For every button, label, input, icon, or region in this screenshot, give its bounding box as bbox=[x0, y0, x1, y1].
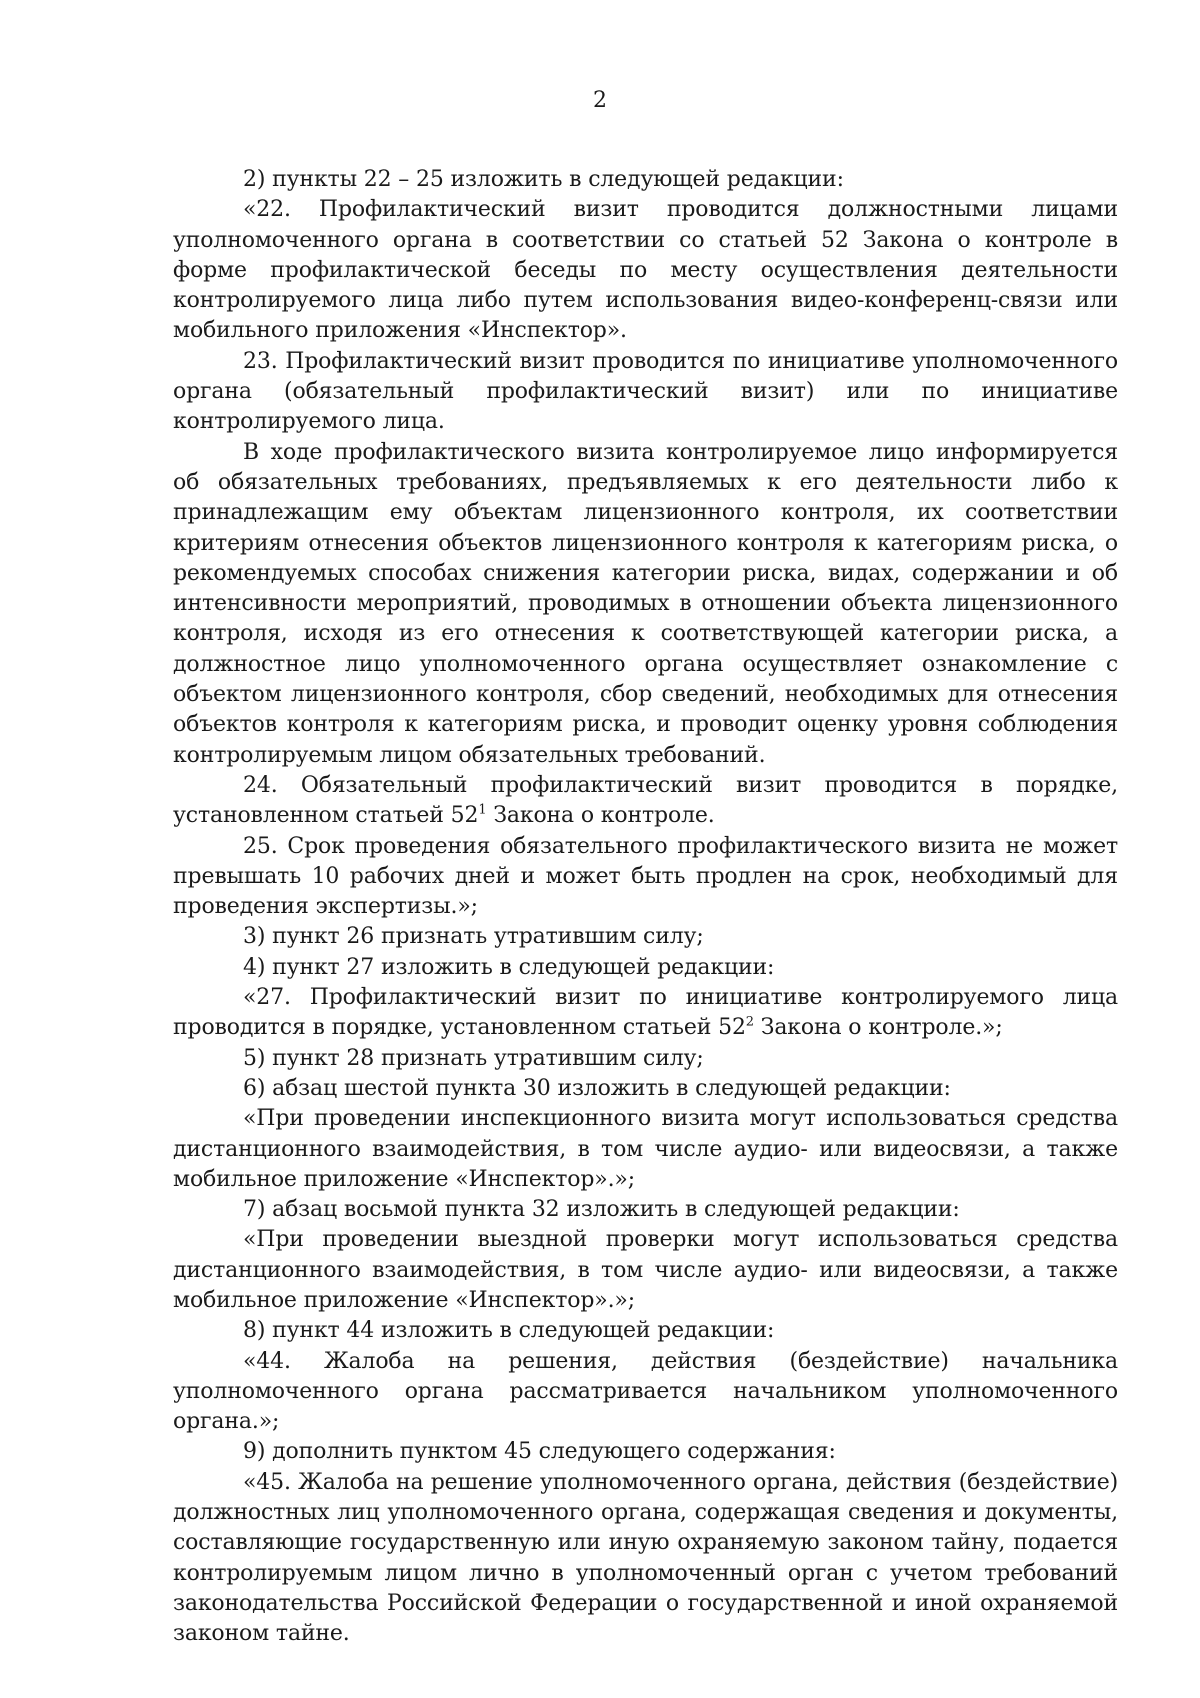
paragraph bbox=[173, 1104, 1118, 1195]
paragraph bbox=[173, 1195, 1118, 1225]
paragraph-text: 25. Срок проведения обязательного профилактического визита не может превышать 10 рабочих дней и может быть продлен на срок, необходимый для проведения экспертизы.»; bbox=[173, 833, 1118, 920]
paragraph bbox=[173, 1468, 1118, 1650]
paragraph bbox=[173, 438, 1118, 771]
page-number: 2 bbox=[593, 88, 607, 113]
paragraph bbox=[173, 953, 1118, 983]
paragraph-text: Закона о контроле. bbox=[486, 803, 715, 829]
paragraph bbox=[173, 1225, 1118, 1316]
paragraph bbox=[173, 1437, 1118, 1467]
paragraph-text: 8) пункт 44 изложить в следующей редакции: bbox=[243, 1318, 775, 1344]
paragraph-text: «45. Жалоба на решение уполномоченного органа, действия (бездействие) должностных лиц уполномоченного органа, содержащая сведения и документы, составляющие государственную или иную охраняемую законом тайну, подается контролируемым лицом лично в уполномоченный орган с учетом требований законодательства Российской Федерации о государственной и иной охраняемой законом тайне. bbox=[173, 1469, 1118, 1647]
paragraph bbox=[173, 1044, 1118, 1074]
paragraph-text: Закона о контроле.»; bbox=[753, 1015, 1003, 1041]
paragraph bbox=[173, 195, 1118, 346]
paragraph-text: 3) пункт 26 признать утратившим силу; bbox=[243, 924, 704, 950]
document-body bbox=[173, 165, 1118, 1650]
paragraph bbox=[173, 1347, 1118, 1438]
superscript: 1 bbox=[478, 802, 487, 818]
paragraph bbox=[173, 832, 1118, 923]
paragraph-text: 2) пункты 22 – 25 изложить в следующей редакции: bbox=[243, 167, 844, 192]
paragraph bbox=[173, 771, 1118, 832]
paragraph bbox=[173, 983, 1118, 1044]
paragraph-text: «44. Жалоба на решения, действия (бездействие) начальника уполномоченного органа рассматривается начальником уполномоченного органа.»; bbox=[173, 1348, 1118, 1435]
paragraph-text: «При проведении инспекционного визита могут использоваться средства дистанционного взаимодействия, в том числе аудио- или видеосвязи, а также мобильное приложение «Инспектор».»; bbox=[173, 1106, 1118, 1192]
paragraph-text: 5) пункт 28 признать утратившим силу; bbox=[243, 1045, 704, 1071]
paragraph bbox=[173, 165, 1118, 195]
paragraph-text: 4) пункт 27 изложить в следующей редакции: bbox=[243, 954, 775, 980]
paragraph bbox=[173, 1316, 1118, 1346]
paragraph bbox=[173, 347, 1118, 438]
paragraph-text: «22. Профилактический визит проводится должностными лицами уполномоченного органа в соответствии со статьей 52 Закона о контроле в форме профилактической беседы по месту осуществления деятельности контролируемого лица либо путем использования видео-конференц-связи или мобильного приложения «Инспектор». bbox=[173, 197, 1118, 344]
paragraph-text: 24. Обязательный профилактический визит проводится в порядке, установленном статьей 52 bbox=[173, 772, 1118, 829]
paragraph bbox=[173, 1074, 1118, 1104]
paragraph-text: 23. Профилактический визит проводится по инициативе уполномоченного органа (обязательный профилактический визит) или по инициативе контролируемого лица. bbox=[173, 348, 1118, 435]
paragraph bbox=[173, 922, 1118, 952]
paragraph-text: «При проведении выездной проверки могут использоваться средства дистанционного взаимодействия, в том числе аудио- или видеосвязи, а также мобильное приложение «Инспектор».»; bbox=[173, 1227, 1118, 1313]
paragraph-text: В ходе профилактического визита контролируемое лицо информируется об обязательных требованиях, предъявляемых к его деятельности либо к принадлежащим ему объектам лицензионного контроля, их соответствии критериям отнесения объектов лицензионного контроля к категориям риска, о рекомендуемых способах снижения категории риска, видах, содержании и об интенсивности мероприятий, проводимых в отношении объекта лицензионного контроля, исходя из его отнесения к соответствующей категории риска, а должностное лицо уполномоченного органа осуществляет ознакомление с объектом лицензионного контроля, сбор сведений, необходимых для отнесения объектов контроля к категориям риска, и проводит оценку уровня соблюдения контролируемым лицом обязательных требований. bbox=[173, 439, 1118, 768]
paragraph-text: 6) абзац шестой пункта 30 изложить в следующей редакции: bbox=[243, 1075, 951, 1101]
paragraph-text: 7) абзац восьмой пункта 32 изложить в следующей редакции: bbox=[243, 1197, 960, 1223]
superscript: 2 bbox=[745, 1014, 754, 1030]
paragraph-text: «27. Профилактический визит по инициативе контролируемого лица проводится в порядке, установленном статьей 52 bbox=[173, 985, 1118, 1041]
paragraph-text: 9) дополнить пунктом 45 следующего содержания: bbox=[243, 1439, 836, 1465]
